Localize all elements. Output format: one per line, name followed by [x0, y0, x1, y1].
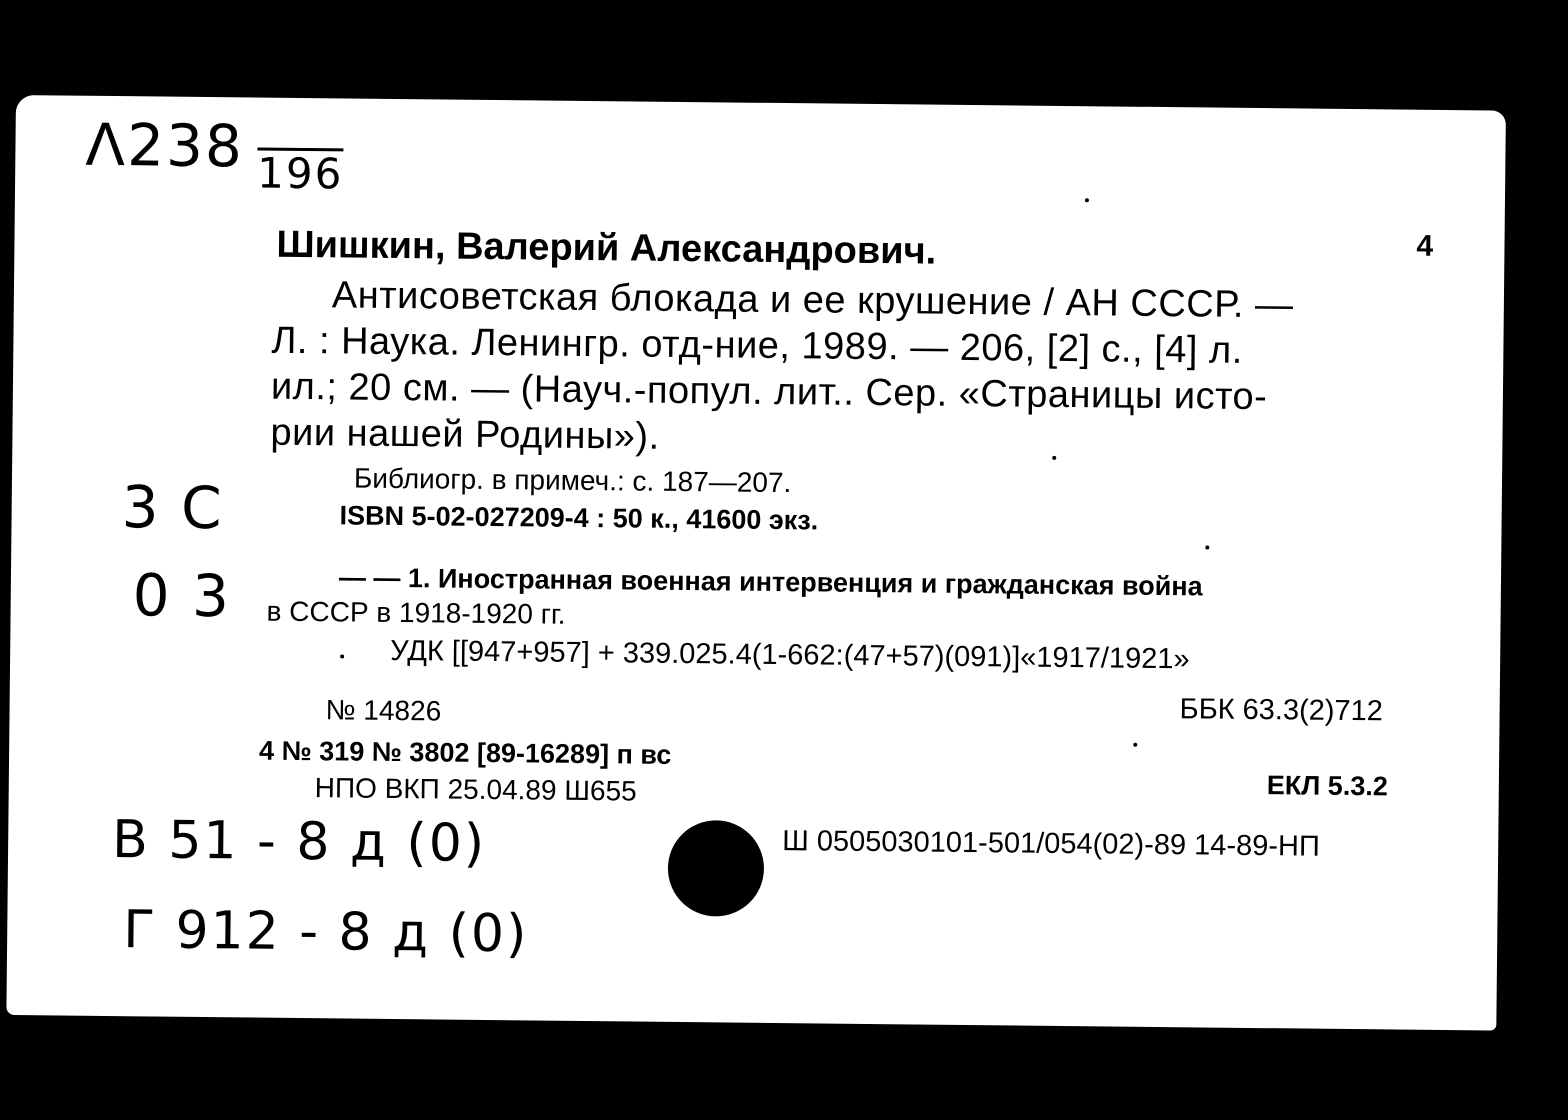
card-punch-hole: [667, 820, 764, 917]
title-line-2: Л. : Наука. Ленингр. отд-ние, 1989. — 206, [2] с., [4] л.: [271, 319, 1243, 372]
ekl-code: ЕКЛ 5.3.2: [1266, 770, 1388, 802]
scan-speck: [1052, 456, 1056, 460]
scan-speck: [340, 654, 344, 658]
bbk-classification: ББК 63.3(2)712: [1179, 693, 1384, 728]
catalog-card: [6, 95, 1506, 1031]
udk-classification: УДК [[947+957] + 339.025.4(1-662:(47+57)(091)]«1917/1921»: [390, 634, 1190, 676]
isbn-line: ISBN 5-02-027209-4 : 50 к., 41600 экз.: [339, 500, 819, 536]
handwritten-code-1: 3 С: [121, 473, 224, 543]
scan-speck: [1085, 198, 1089, 202]
title-line-1: Антисоветская блокада и ее крушение / АН СССР. —: [331, 274, 1294, 327]
print-info-1: 4 № 319 № 3802 [89-16289] п вс: [258, 735, 672, 770]
bibliography-note: Библиогр. в примеч.: с. 187—207.: [353, 462, 792, 499]
order-number: № 14826: [325, 694, 442, 727]
subject-heading-2: в СССР в 1918-1920 гг.: [266, 595, 566, 630]
handwritten-location-1: В 51 - 8 д (0): [111, 810, 487, 874]
scan-speck: [1205, 545, 1209, 549]
catalog-code-line: Ш 0505030101-501/054(02)-89 14-89-НП: [782, 825, 1320, 863]
author-heading: Шишкин, Валерий Александрович.: [276, 223, 937, 273]
handwritten-shelfmark-sub: 196: [256, 148, 344, 199]
corner-number: 4: [1416, 229, 1434, 263]
handwritten-location-2: Г 912 - 8 д (0): [122, 900, 529, 965]
title-line-4: рии нашей Родины»).: [270, 411, 660, 458]
scan-speck: [1133, 743, 1137, 747]
subject-heading-1: — — 1. Иностранная военная интервенция и гражданская война: [338, 562, 1203, 602]
print-info-2: НПО ВКП 25.04.89 Ш655: [314, 772, 637, 807]
handwritten-code-2: 0 3: [132, 561, 232, 631]
handwritten-shelfmark: Λ238: [85, 110, 245, 181]
title-line-3: ил.; 20 см. — (Науч.-попул. лит.. Сер. «Страницы исто-: [270, 365, 1268, 419]
